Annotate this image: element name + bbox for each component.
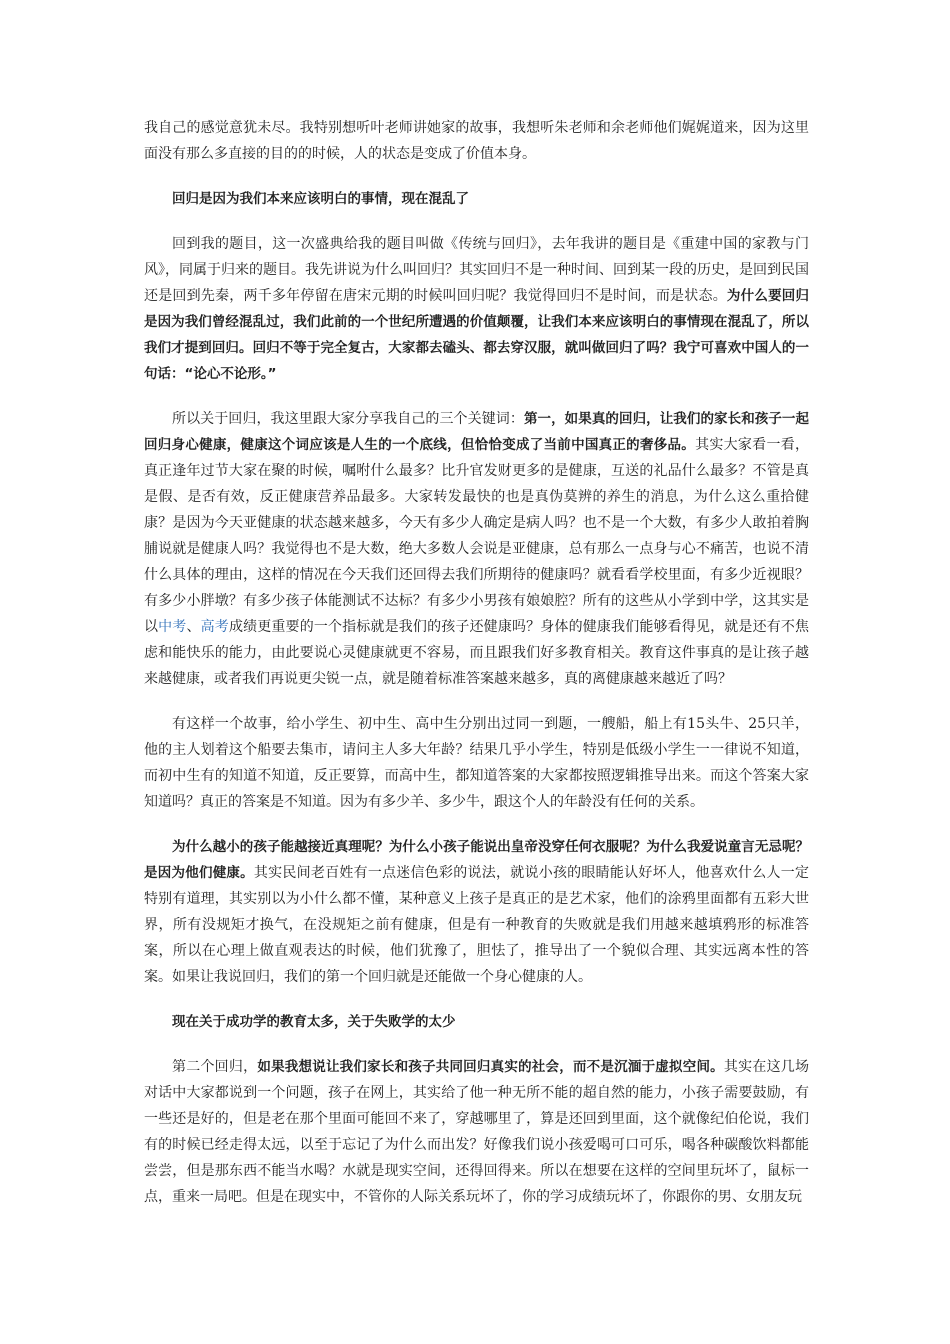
paragraph-6-bold: 如果我想说让我们家长和孩子共同回归真实的社会，而不是沉湎于虚拟空间。 — [257, 1059, 724, 1075]
paragraph-5 — [144, 834, 809, 990]
section-heading-1: 回归是因为我们本来应该明白的事情，现在混乱了 — [172, 191, 469, 207]
paragraph-2 — [144, 231, 809, 387]
paragraph-4: 有这样一个故事，给小学生、初中生、高中生分别出过同一到题，一艘船，船上有15头牛、25只羊，他的主人划着这个船要去集市，请问主人多大年龄？结果几乎小学生，特别是低级小学生一一律说不知道，而初中生有的知道不知道，反正要算，而高中生，都知道答案的大家都按照逻辑推导出来。而这个答案大家知道吗？真正的答案是不知道。因为有多少羊、多少牛，跟这个人的年龄没有任何的关系。 — [144, 716, 809, 810]
paragraph-5-text: 其实民间老百姓有一点迷信色彩的说法，就说小孩的眼睛能认好坏人，他喜欢什么人一定特别有道理，其实别以为小什么都不懂，某种意义上孩子是真正的是艺术家，他们的涂鸦里面都有五彩大世界，所有没规矩才换气，在没规矩之前有健康，但是有一种教育的失败就是我们用越来越填鸦形的标准答案，所以在心理上做直观表达的时候，他们犹豫了，胆怯了，推导出了一个貌似合理、其实远离本性的答案。如果让我说回归，我们的第一个回归就是还能做一个身心健康的人。 — [144, 865, 810, 985]
link-gaokao[interactable]: 高考 — [200, 619, 229, 635]
section-heading-2: 现在关于成功学的教育太多，关于失败学的太少 — [172, 1014, 456, 1030]
link-zhongkao[interactable]: 中考 — [158, 619, 187, 635]
paragraph-6-text: 其实在这几场对话中大家都说到一个问题，孩子在网上，其实给了他一种无所不能的超自然的能力，小孩子需要鼓励，有一些还是好的，但是老在那个里面可能回不来了，穿越哪里了，算是还回到里面，这个就像纪伯伦说，我们有的时候已经走得太远，以至于忘记了为什么而出发？好像我们说小孩爱喝可口可乐，喝各种碳酸饮料都能尝尝，但是那东西不能当水喝？水就是现实空间，还得回得来。所以在想要在这样的空间里玩坏了，鼠标一点，重来一局吧。但是在现实中，不管你的人际关系玩坏了，你的学习成绩玩坏了，你跟你的男、女朋友玩 — [144, 1059, 810, 1205]
link-separator: 、 — [186, 619, 201, 635]
paragraph-6-intro: 第二个回归， — [172, 1059, 258, 1075]
paragraph-2-text: 回到我的题目，这一次盛典给我的题目叫做《传统与回归》，去年我讲的题目是《重建中国的家教与门风》，同属于归来的题目。我先讲说为什么叫回归？其实回归不是一种时间、回到某一段的历史，是回到民国还是回到先秦，两千多年停留在唐宋元期的时候叫回归呢？我觉得回归不是时间，而是状态。 — [144, 236, 809, 304]
paragraph-3-bold: 第一，如果真的回归，让我们的家长和孩子一起回归身心健康，健康这个词应该是人生的一个底线，但恰恰变成了当前中国真正的奢侈品。 — [144, 411, 810, 453]
paragraph-6 — [144, 1054, 809, 1210]
paragraph-3 — [144, 406, 809, 692]
paragraph-3-text: 其实大家看一看，真正逢年过节大家在聚的时候，嘱咐什么最多？比升官发财更多的是健康，互送的礼品什么最多？不管是真是假、是否有效，反正健康营养品最多。大家转发最快的也是真伪莫辨的养生的消息，为什么这么重拾健康？是因为今天亚健康的状态越来越多，今天有多少人确定是病人吗？也不是一个大数，有多少人敢拍着胸脯说就是健康人吗？我觉得也不是大数，绝大多数人会说是亚健康，总有那么一点身与心不痛苦，也说不清什么具体的理由，这样的情况在今天我们还回得去我们所期待的健康吗？就看看学校里面，有多少近视眼？有多少小胖墩？有多少孩子体能测试不达标？有多少小男孩有娘娘腔？所有的这些从小学到中学，这其实是以 — [144, 437, 809, 635]
paragraph-2-bold: 为什么要回归是因为我们曾经混乱过，我们此前的一个世纪所遭遇的价值颠覆，让我们本来应该明白的事情现在混乱了，所以我们才提到回归。回归不等于完全复古，大家都去磕头、都去穿汉服，就叫做回归了吗？我宁可喜欢中国人的一句话：“论心不论形。” — [144, 288, 810, 382]
paragraph-3-text-end: 成绩更重要的一个指标就是我们的孩子还健康吗？身体的健康我们能够看得见，就是还有不焦虑和能快乐的能力，由此要说心灵健康就更不容易，而且跟我们好多教育相关。教育这件事真的是让孩子越来越健康，或者我们再说更尖锐一点，就是随着标准答案越来越多，真的离健康越来越近了吗？ — [144, 619, 810, 687]
document-body — [144, 115, 809, 1229]
paragraph-1: 我自己的感觉意犹未尽。我特别想听叶老师讲她家的故事，我想听朱老师和余老师他们娓娓道来，因为这里面没有那么多直接的目的的时候，人的状态是变成了价值本身。 — [144, 120, 809, 162]
paragraph-3-intro: 所以关于回归，我这里跟大家分享我自己的三个关键词： — [172, 411, 524, 427]
paragraph-5-bold: 为什么越小的孩子能越接近真理呢？为什么小孩子能说出皇帝没穿任何衣服呢？为什么我爱说童言无忌呢？是因为他们健康。 — [144, 839, 809, 881]
